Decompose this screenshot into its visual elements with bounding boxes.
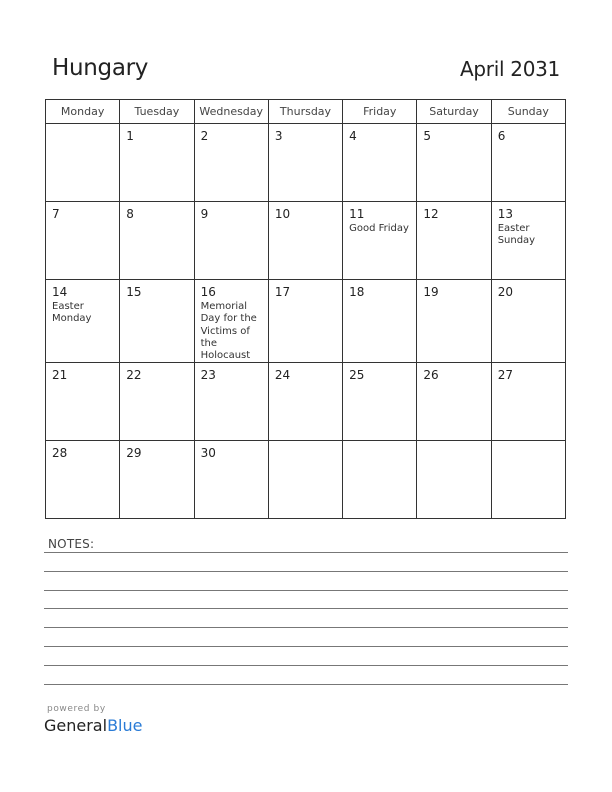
day-number: 29 — [126, 446, 142, 461]
day-cell — [491, 124, 565, 202]
day-number: 9 — [200, 207, 209, 221]
day-cell — [343, 363, 417, 441]
day-cell — [491, 441, 565, 519]
day-cell — [120, 202, 194, 280]
day-cell — [417, 363, 491, 441]
day-cell — [194, 441, 268, 519]
weekday-header: Saturday — [417, 100, 491, 124]
note-line — [44, 571, 568, 572]
week-row — [46, 363, 566, 441]
day-number: 7 — [52, 207, 60, 221]
day-number: 20 — [497, 285, 513, 299]
day-cell — [417, 441, 491, 519]
day-number: 14 — [52, 285, 68, 299]
day-cell — [46, 280, 120, 363]
day-number: 27 — [497, 368, 513, 383]
weekday-header: Wednesday — [194, 100, 268, 124]
day-cell — [120, 441, 194, 519]
day-cell — [268, 124, 342, 202]
day-cell — [120, 363, 194, 441]
day-cell — [491, 363, 565, 441]
powered-by-text: powered by — [47, 704, 106, 714]
note-line — [44, 684, 568, 685]
day-cell — [417, 202, 491, 280]
day-number: 22 — [126, 368, 142, 383]
day-number: 8 — [126, 207, 134, 221]
day-number: 19 — [423, 285, 439, 299]
day-number: 17 — [274, 285, 291, 299]
notes-label: NOTES: — [48, 537, 95, 551]
day-number: 26 — [423, 368, 439, 383]
day-cell — [491, 202, 565, 280]
day-number: 16 — [200, 285, 216, 299]
day-number: 12 — [423, 207, 439, 221]
holiday-label: Good Friday — [349, 223, 409, 234]
day-number: 23 — [200, 368, 216, 383]
day-cell — [268, 441, 342, 519]
day-cell — [46, 202, 120, 280]
day-number: 4 — [349, 129, 357, 143]
weekday-header-row — [46, 100, 566, 124]
brand-general: General — [44, 716, 108, 735]
day-cell — [46, 363, 120, 441]
day-cell — [343, 124, 417, 202]
day-cell — [417, 124, 491, 202]
day-cell — [268, 202, 342, 280]
day-cell — [194, 202, 268, 280]
day-cell — [491, 280, 565, 363]
country-title: Hungary — [52, 55, 149, 81]
day-cell — [194, 363, 268, 441]
brand-logo — [44, 716, 142, 735]
day-number: 6 — [497, 129, 506, 143]
week-row — [46, 124, 566, 202]
note-line — [44, 590, 568, 591]
holiday-label: Easter Sunday — [497, 223, 536, 247]
day-number: 28 — [52, 446, 68, 461]
weekday-header: Sunday — [491, 100, 565, 124]
weekday-header: Tuesday — [120, 100, 194, 124]
note-line — [44, 552, 568, 553]
weekday-header: Monday — [46, 100, 120, 124]
day-number: 2 — [200, 129, 209, 143]
day-number: 3 — [274, 129, 283, 143]
month-year-title: April 2031 — [460, 57, 560, 81]
day-number: 21 — [52, 368, 68, 383]
day-number: 18 — [349, 285, 365, 299]
day-cell — [46, 441, 120, 519]
brand-blue: Blue — [107, 716, 143, 735]
day-cell — [120, 124, 194, 202]
day-cell — [46, 124, 120, 202]
day-number: 30 — [200, 446, 216, 461]
day-cell — [120, 280, 194, 363]
day-cell — [194, 124, 268, 202]
day-cell — [194, 280, 268, 363]
day-number: 1 — [126, 129, 134, 143]
day-cell — [417, 280, 491, 363]
note-line — [44, 608, 568, 609]
note-line — [44, 646, 568, 647]
holiday-label: Memorial Day for the Victims of the Holocaust — [200, 301, 257, 362]
weekday-header: Thursday — [268, 100, 342, 124]
week-row — [46, 202, 566, 280]
day-number: 15 — [126, 285, 142, 299]
note-line — [44, 665, 568, 666]
day-number: 13 — [497, 207, 513, 221]
day-number: 5 — [423, 129, 432, 143]
day-cell — [343, 202, 417, 280]
day-number: 11 — [349, 207, 365, 221]
weekday-header: Friday — [343, 100, 417, 124]
holiday-label: Easter Monday — [52, 301, 92, 325]
week-row — [46, 280, 566, 363]
day-cell — [268, 280, 342, 363]
calendar-grid — [45, 99, 566, 519]
day-number: 10 — [274, 207, 291, 221]
week-row — [46, 441, 566, 519]
day-cell — [343, 280, 417, 363]
note-line — [44, 627, 568, 628]
day-number: 24 — [274, 368, 291, 383]
day-cell — [268, 363, 342, 441]
day-cell — [343, 441, 417, 519]
day-number: 25 — [349, 368, 365, 383]
